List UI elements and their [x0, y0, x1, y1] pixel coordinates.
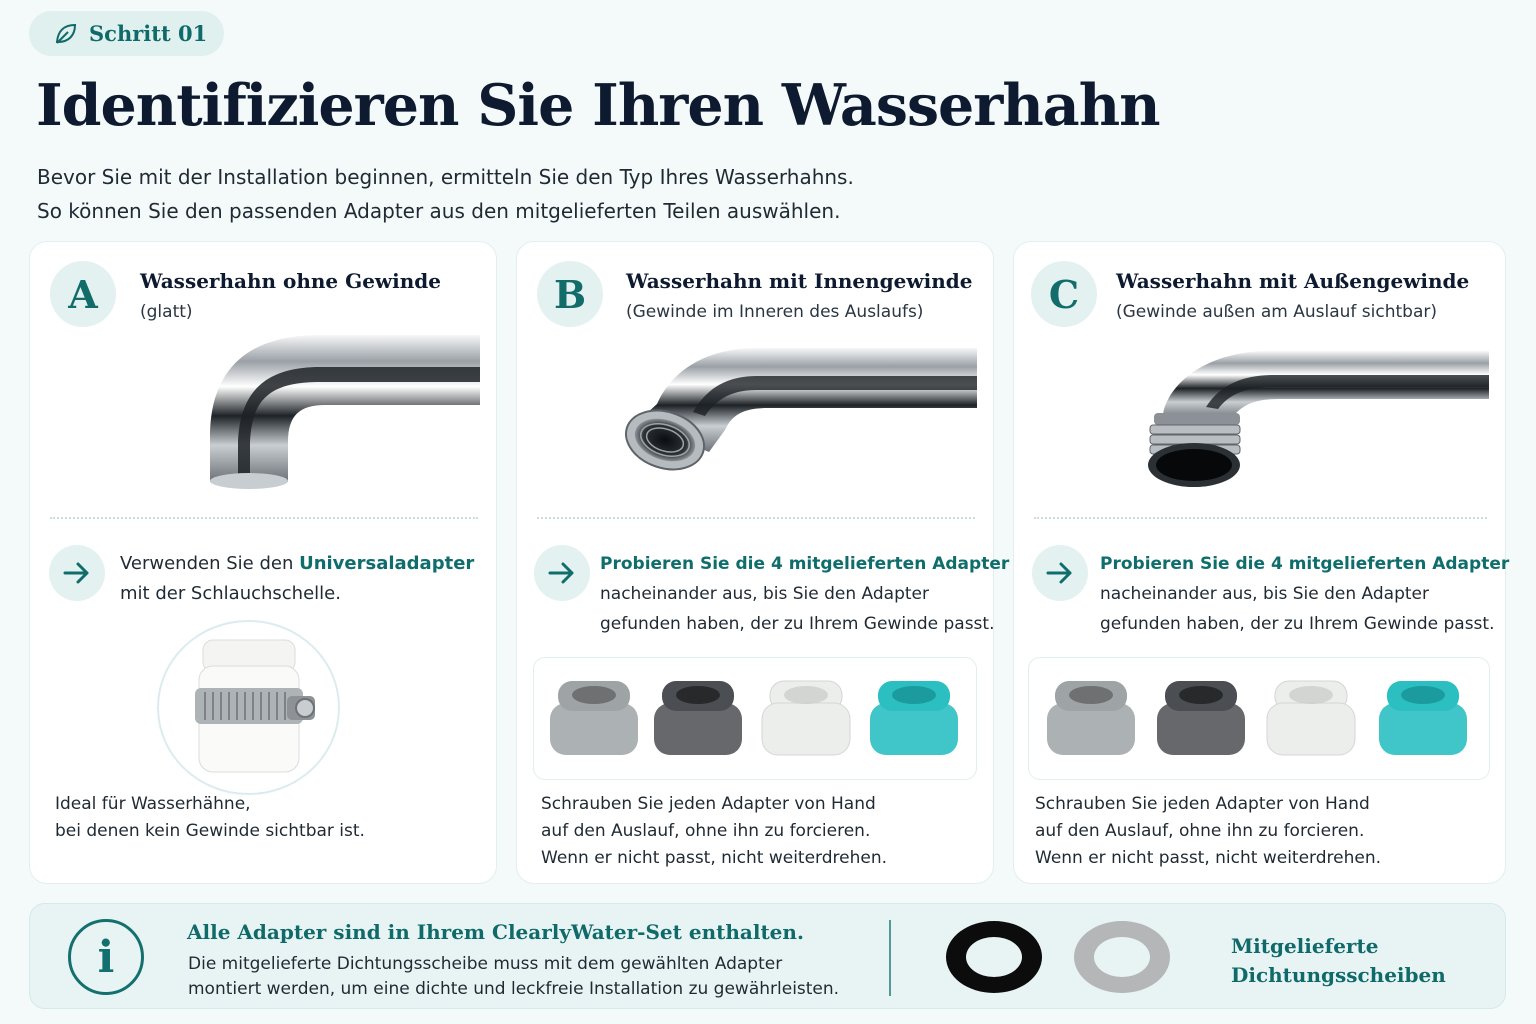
black-washer-image — [944, 919, 1044, 995]
info-text-line-1: Die mitgelieferte Dichtungsscheibe muss mit dem gewählten Adapter — [188, 954, 783, 974]
intro-line-2: So können Sie den passenden Adapter aus den mitgelieferten Teilen auswählen. — [37, 199, 841, 223]
footer-line-2: auf den Auslauf, ohne ihn zu forcieren. — [541, 821, 871, 841]
instruction-line-2: nacheinander aus, bis Sie den Adapter — [600, 584, 929, 604]
card-instruction — [600, 549, 1009, 639]
info-separator — [889, 920, 891, 996]
card-instruction — [1100, 549, 1509, 639]
footer-line-1: Ideal für Wasserhähne, — [55, 794, 251, 814]
footer-line-2: auf den Auslauf, ohne ihn zu forcieren. — [1035, 821, 1365, 841]
card-divider — [1034, 517, 1487, 519]
adapter-dark-gray — [1153, 673, 1249, 765]
info-text — [188, 952, 839, 1002]
footer-line-2: bei denen kein Gewinde sichtbar ist. — [55, 821, 365, 841]
universal-adapter-image — [157, 620, 340, 795]
instruction-line-2: mit der Schlauchschelle. — [120, 583, 341, 604]
instruction-line-3: gefunden haben, der zu Ihrem Gewinde passt. — [1100, 614, 1495, 634]
card-subtitle: (Gewinde außen am Auslauf sichtbar) — [1116, 302, 1437, 322]
info-text-line-2: montiert werden, um eine dichte und leckfreie Installation zu gewährleisten. — [188, 979, 840, 999]
adapter-gray — [546, 673, 642, 765]
adapter-dark-gray — [650, 673, 746, 765]
card-letter: C — [1031, 261, 1097, 327]
washer-label-line-2: Dichtungsscheiben — [1231, 963, 1446, 987]
adapter-turquoise — [866, 673, 962, 765]
card-subtitle: (Gewinde im Inneren des Auslaufs) — [626, 302, 924, 322]
instruction-highlight: Probieren Sie die 4 mitgelieferten Adapter — [1100, 554, 1510, 574]
card-instruction — [120, 549, 474, 609]
card-faucet-no-thread — [29, 241, 497, 884]
card-divider — [50, 517, 478, 519]
adapter-turquoise — [1375, 673, 1471, 765]
card-title: Wasserhahn ohne Gewinde — [140, 269, 441, 293]
info-icon: i — [68, 919, 144, 995]
instruction-line-3: gefunden haben, der zu Ihrem Gewinde passt. — [600, 614, 995, 634]
outer-thread-faucet-image — [1134, 347, 1489, 492]
instruction-highlight: Probieren Sie die 4 mitgelieferten Adapter — [600, 554, 1010, 574]
card-divider — [537, 517, 975, 519]
arrow-right-icon — [1032, 545, 1088, 601]
card-footer — [55, 791, 365, 845]
step-badge — [29, 11, 224, 56]
footer-line-1: Schrauben Sie jeden Adapter von Hand — [1035, 794, 1370, 814]
card-footer — [541, 791, 887, 872]
adapter-white — [758, 673, 854, 765]
intro-text — [37, 160, 854, 228]
step-badge-label: Schritt 01 — [89, 21, 208, 46]
card-footer — [1035, 791, 1381, 872]
adapter-set-image — [1028, 657, 1490, 780]
info-title: Alle Adapter sind in Ihrem ClearlyWater-Set enthalten. — [187, 920, 804, 944]
leaf-icon — [53, 21, 79, 47]
adapter-white — [1263, 673, 1359, 765]
arrow-right-icon — [534, 545, 590, 601]
footer-line-3: Wenn er nicht passt, nicht weiterdrehen. — [541, 848, 888, 868]
card-letter: B — [537, 261, 603, 327]
inner-thread-faucet-image — [617, 342, 977, 477]
instruction-line-2: nacheinander aus, bis Sie den Adapter — [1100, 584, 1429, 604]
card-title: Wasserhahn mit Außengewinde — [1116, 269, 1470, 293]
card-title: Wasserhahn mit Innengewinde — [626, 269, 973, 293]
washer-label-line-1: Mitgelieferte — [1231, 934, 1379, 958]
washer-label — [1231, 932, 1446, 990]
smooth-faucet-image — [170, 327, 480, 492]
info-banner — [29, 903, 1506, 1009]
footer-line-1: Schrauben Sie jeden Adapter von Hand — [541, 794, 876, 814]
card-faucet-inner-thread — [516, 241, 1010, 884]
footer-line-3: Wenn er nicht passt, nicht weiterdrehen. — [1035, 848, 1382, 868]
gray-washer-image — [1072, 919, 1172, 995]
card-letter: A — [50, 261, 116, 327]
intro-line-1: Bevor Sie mit der Installation beginnen, ermitteln Sie den Typ Ihres Wasserhahns. — [37, 165, 854, 189]
instruction-text: Verwenden Sie den — [120, 553, 300, 574]
arrow-right-icon — [49, 545, 105, 601]
adapter-gray — [1043, 673, 1139, 765]
adapter-set-image — [533, 657, 977, 780]
instruction-highlight: Universaladapter — [299, 553, 475, 574]
card-faucet-outer-thread — [1013, 241, 1510, 884]
card-subtitle: (glatt) — [140, 302, 193, 322]
page-title: Identifizieren Sie Ihren Wasserhahn — [36, 72, 1160, 139]
